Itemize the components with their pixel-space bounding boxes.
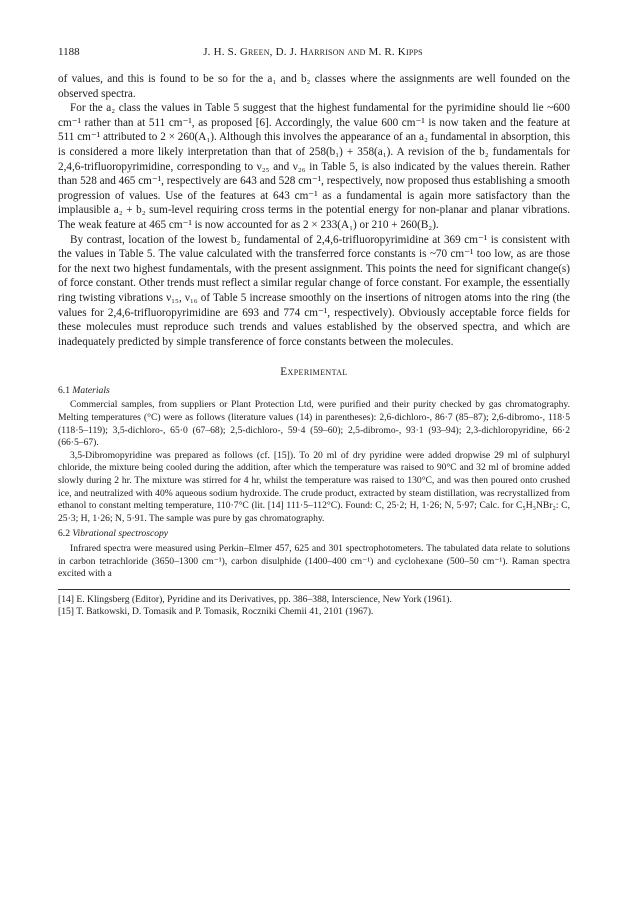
- subsection-number: 6.1: [58, 384, 70, 396]
- running-header: [58, 46, 568, 60]
- footnote-references: [58, 589, 570, 619]
- article-body: [58, 72, 570, 619]
- body-paragraph: For the a₂ class the values in Table 5 suggest that the highest fundamental for the pyrimidine should lie ~600 cm⁻¹ rather than at 511 cm⁻¹, as proposed [6]. Accordingly, the value 600 cm⁻¹ is now taken and the feature at 511 cm⁻¹ attributed to 2 × 260(A₁). Although this involves the appearance of an a₂ fundamental in absorption, this is considered a more likely interpretation than that of 258(b₁) + 358(a₁). A revision of the b₂ fundamentals for 2,4,6-trifluoropyrimidine, corresponding to ν₂₅ and ν₂₆ in Table 5, is also indicated by the values therein. Rather than 528 and 465 cm⁻¹, respectively are 643 and 528 cm⁻¹, respectively, now proposed thus establishing a smooth progression of values. Use of the features at 643 cm⁻¹ as a fundamental is again more satisfactory than the implausible a₂ + b₂ sum-level requiring cross terms in the potential energy for non-planar and planar vibrations. The weak feature at 465 cm⁻¹ is now accounted for as 2 × 233(A₁) or 210 + 260(B₂).: [58, 102, 570, 231]
- subsection-body: [58, 399, 570, 525]
- subsection-heading: [58, 384, 570, 399]
- subsection-number: 6.2: [58, 528, 70, 540]
- subsection-body: [58, 543, 570, 581]
- section-heading: Experimental: [280, 366, 348, 379]
- small-paragraph: Commercial samples, from suppliers or Plant Protection Ltd, were purified and their purity checked by gas chromatography. Melting temperatures (°C) were as follows (literature values (14) in parentheses): 2,6-dichloro-, 86·7 (85–87); 2,6-dibromo-, 118·5 (118·5–119); 3,5-dichloro-, 65·0 (67–68); 2,5-dichloro-, 59·4 (59–60); 2,5-dibromo-, 93·1 (93–94); 2,3-dichloropyridine, 66·2 (66·5–67).: [58, 399, 570, 449]
- body-paragraph: of values, and this is found to be so for the a₁ and b₂ classes where the assignments are well founded on the observed spectra.: [58, 73, 570, 100]
- body-paragraph: By contrast, location of the lowest b₂ fundamental of 2,4,6-trifluoropyrimidine at 369 cm⁻¹ is consistent with the values in Table 5. The value calculated with the transferred force constants is ~70 cm⁻¹ too low, as are those for the next two highest fundamentals, with the present assignment. This points the need for significant change(s) of force constant. Other trends must reflect a similar regular change of force constant. For example, the essentially ring twisting vibrations ν₁₅, ν₁₆ of Table 5 increase smoothly on the insertions of nitrogen atoms into the ring (the values for 2,4,6-trifluoropyrimidine are 693 and 774 cm⁻¹, respectively). Obviously acceptable force fields for these molecules must reproduce such trends and values established by the observed spectra, and which are inadequately predicted by simple transference of force constants between the molecules.: [58, 233, 570, 348]
- page-number: 1188: [58, 46, 80, 58]
- running-header-authors: J. H. S. Green, D. J. Harrison and M. R. Kipps: [203, 46, 423, 58]
- subsection-heading: [58, 527, 570, 542]
- subsection-title: Materials: [72, 384, 110, 396]
- small-paragraph: Infrared spectra were measured using Perkin–Elmer 457, 625 and 301 spectrophotometers. The tabulated data relate to solutions in carbon tetrachloride (3650–1300 cm⁻¹), carbon disulphide (1400–400 cm⁻¹) and cyclohexane (500–50 cm⁻¹). Raman spectra excited with a: [58, 543, 570, 580]
- subsection-title: Vibrational spectroscopy: [72, 528, 169, 540]
- reference-item: [15] T. Batkowski, D. Tomasik and P. Tomasik, Roczniki Chemii 41, 2101 (1967).: [58, 606, 374, 618]
- reference-item: [14] E. Klingsberg (Editor), Pyridine and its Derivatives, pp. 386–388, Interscience, New York (1961).: [58, 593, 452, 605]
- small-paragraph: 3,5-Dibromopyridine was prepared as follows (cf. [15]). To 20 ml of dry pyridine were added dropwise 29 ml of sulphuryl chloride, the mixture being cooled during the addition, after which the temperature was raised to 90°C and 32 ml of bromine added slowly during 2 hr. The mixture was stirred for 4 hr, whilst the temperature was raised to 130°C, and was then poured onto crushed ice, and neutralized with 40% aqueous sodium hydroxide. The crude product, extracted by steam distillation, was recrystallized from ethanol to constant melting temperature, 110·7°C (lit. [14] 111·5–112°C). Found: C, 25·2; H, 1·26; N, 5·97; Calc. for C₅H₃NBr₂: C, 25·3; H, 1·26; N, 5·91. The sample was pure by gas chromatography.: [58, 449, 570, 524]
